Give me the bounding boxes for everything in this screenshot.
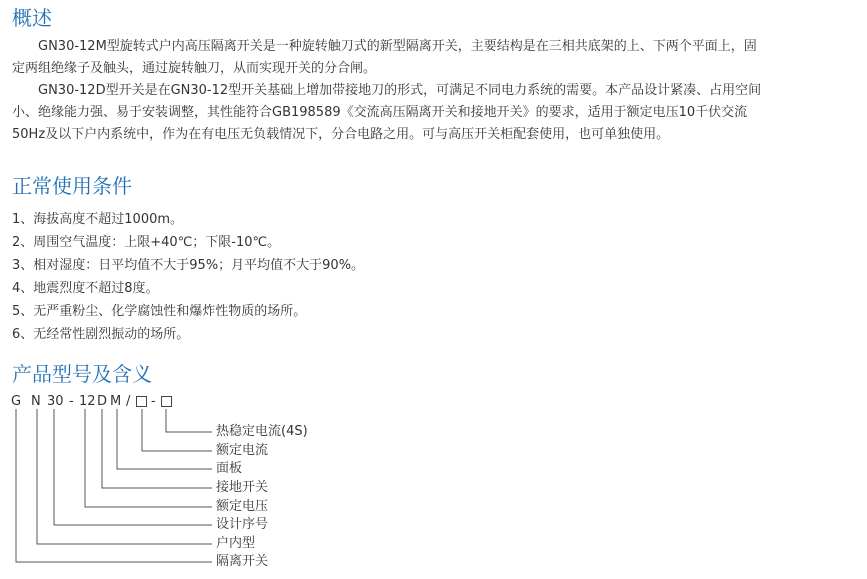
legend-item: 接地开关	[216, 480, 269, 495]
conditions-heading: 正常使用条件	[12, 174, 132, 198]
code-char: /	[126, 394, 131, 409]
list-item: 4、地震烈度不超过8度。	[12, 281, 159, 296]
list-item: 3、相对湿度：日平均值不大于95%；月平均值不大于90%。	[12, 258, 365, 273]
overview-p2-line: GN30-12D型开关是在GN30-12型开关基础上增加带接地刀的形式，可满足不同电力系统的需要。本产品设计紧凑、占用空间	[38, 83, 762, 98]
code-char: 12	[79, 394, 96, 409]
code-char: N	[31, 394, 41, 409]
legend-item: 户内型	[216, 536, 256, 551]
legend-item: 额定电压	[216, 499, 269, 514]
code-char: 30	[47, 394, 64, 409]
code-char: M	[110, 394, 122, 409]
list-item: 1、海拔高度不超过1000m。	[12, 212, 184, 227]
list-item: 5、无严重粉尘、化学腐蚀性和爆炸性物质的场所。	[12, 304, 307, 319]
legend-item: 额定电流	[216, 443, 269, 458]
legend-item: 设计序号	[216, 517, 269, 532]
bracket-line	[142, 409, 212, 451]
bracket-line	[102, 409, 212, 488]
overview-p2-line: 50Hz及以下户内系统中，作为在有电压无负载情况下，分合电路之用。可与高压开关柜配套使用，也可单独使用。	[12, 127, 670, 142]
code-char: -	[69, 394, 74, 409]
code-char: D	[97, 394, 108, 409]
legend-item: 面板	[216, 461, 243, 476]
legend-item: 热稳定电流(4S)	[216, 424, 308, 439]
model-heading: 产品型号及含义	[12, 362, 152, 386]
legend-item: 隔离开关	[216, 554, 269, 569]
overview-p1-line: 定两组绝缘子及触头，通过旋转触刀，从而实现开关的分合闸。	[12, 61, 377, 76]
bracket-line	[166, 409, 212, 432]
list-item: 6、无经常性剧烈振动的场所。	[12, 327, 190, 342]
list-item: 2、周围空气温度：上限+40℃；下限-10℃。	[12, 235, 281, 250]
bracket-line	[117, 409, 212, 469]
code-char: G	[11, 394, 22, 409]
code-char: -	[151, 394, 156, 409]
bracket-line	[85, 409, 212, 507]
overview-heading: 概述	[12, 6, 52, 30]
overview-p2-line: 小、绝缘能力强、易于安装调整，其性能符合GB198589《交流高压隔离开关和接地开关》的要求，适用于额定电压10千伏交流	[12, 105, 748, 120]
overview-p1-line: GN30-12M型旋转式户内高压隔离开关是一种旋转触刀式的新型隔离开关，主要结构是在三相共底架的上、下两个平面上，固	[38, 39, 757, 54]
bracket-line	[37, 409, 212, 544]
bracket-line	[54, 409, 212, 525]
